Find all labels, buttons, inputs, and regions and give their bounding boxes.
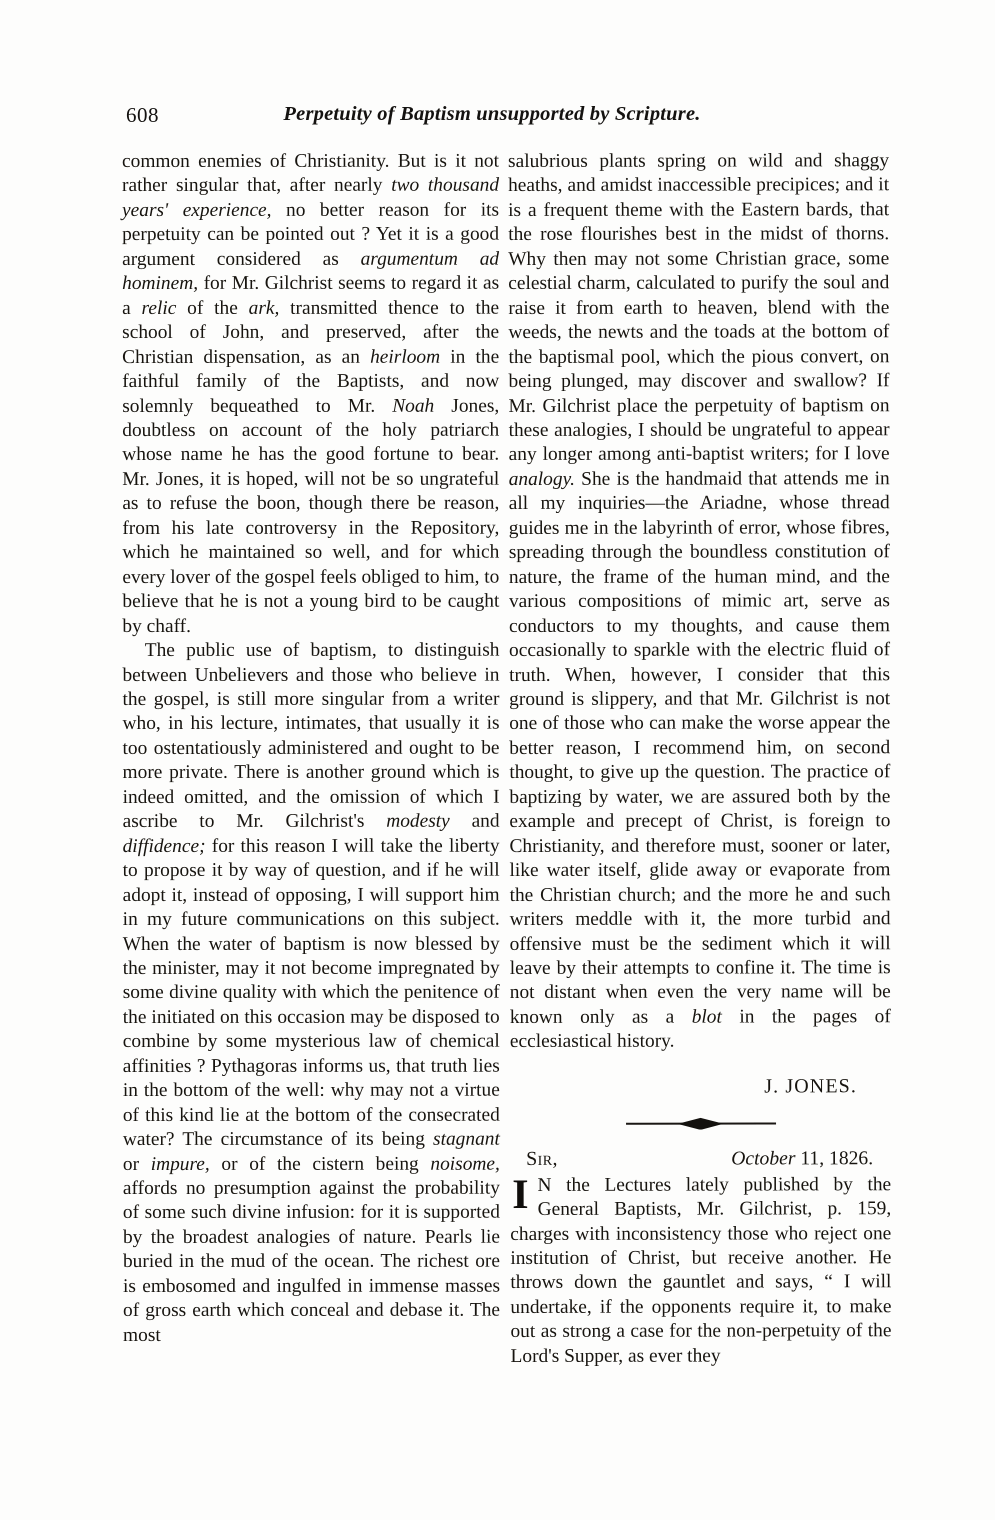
letter-date xyxy=(731,1147,891,1172)
letter-salutation: Sir, xyxy=(526,1148,558,1171)
ornament-divider xyxy=(626,1117,776,1131)
drop-cap-initial: I xyxy=(512,1171,529,1218)
ornament-diamond xyxy=(678,1118,724,1130)
paragraph: The public use of baptism, to distinguish between Unbelievers and those who believe in the gospel, is still more singular from a writer who, in his lecture, intimates, that usually it is too ostentatiously administered and ought to be more private. There is another ground which is indeed omitted, and the omission of which I ascribe to Mr. Gilchrist's modesty and diffidence; for this reason I will take the liberty to propose it by way of question, and if he will adopt it, instead of opposing, I will support him in my future communications on this subject. When the water of baptism is now blessed by the minister, may it not become impregnated by some divine quality with which the penitence of the initiated on this occasion may be disposed to combine by some mysterious law of chemical affinities ? Pythagoras informs us, that truth lies in the bottom of the well: why may not a virtue of this kind lie at the bottom of the consecrated water? The circumstance of its being stagnant or impure, or of the cistern being noisome, affords no presumption against the probability of some such divine infusion: for it is supported by the broadest analogies of nature. Pearls lie buried in the mud of the ocean. The richest ore is embosomed and ingulfed in immense masses of gross earth which conceal and debase it. The most xyxy=(122,639,501,1346)
letter-date-month: October xyxy=(731,1148,796,1170)
running-title: Perpetuity of Baptism unsupported by Scripture. xyxy=(283,103,701,125)
page-number: 608 xyxy=(126,103,159,127)
article-signature: J. JONES. xyxy=(764,1075,857,1098)
letter-body xyxy=(510,1173,891,1369)
paragraph: common enemies of Christianity. But is it not rather singular that, after nearly two thousand years' experience, no better reason for its perpetuity can be pointed out ? Yet it is a good argument considered as argumentum ad hominem, for Mr. Gilchrist seems to regard it as a relic of the ark, transmitted thence to the school of John, and preserved, after the Christian dispensation, as an heirloom in the faithful family of the Baptists, and now solemnly bequeathed to Mr. Noah Jones, doubtless on account of the holy patriarch whose name he has the good fortune to bear. Mr. Jones, it is hoped, will not be so ungrateful as to refuse the boon, though there be reason, from his late controversy in the Repository, which he maintained so well, and for which every lover of the gospel feels obliged to him, to believe that he is not a young bird to be caught by chaff. xyxy=(122,150,500,637)
paragraph: salubrious plants spring on wild and shaggy heaths, and amidst inaccessible precipices; and it is a frequent theme with the Eastern bards, that the rose flourishes best in the midst of thorns. Why then may not some Christian grace, some celestial charm, calculated to purify the soul and raise it from earth to heaven, blend with the weeds, the newts and the toads at the bottom of the baptismal pool, which the pious convert, on being plunged, may discover and swallow? If Mr. Gilchrist place the perpetuity of baptism on these analogies, I should be ungrateful to appear any longer among anti-baptist writers; for I love analogy. She is the handmaid that attends me in all my inquiries—the Ariadne, whose thread guides me in the labyrinth of error, whose fibres, spreading through the boundless constitution of nature, the frame of the human mind, and the various compositions of mimic art, serve as conductors to my thoughts, and cause them occasionally to sparkle with the electric fluid of truth. When, however, I consider that this ground is slippery, and that Mr. Gilchrist is not one of those who can make the worse appear the better reason, I recommend him, on second thought, to give up the question. The practice of baptizing by water, we are assured both by the example and precept of Christ, is foreign to Christianity, and therefore must, sooner or later, like water itself, glide away or evaporate from the Christian church; and the more he and such writers meddle with it, the more turbid and offensive must be the sediment which it will leave by their attempts to confine it. The time is not distant when even the very name will be known only as a blot in the pages of ecclesiastical history. xyxy=(508,150,891,1053)
letter-body-text: N the Lectures lately published by the General Baptists, Mr. Gilchrist, p. 159, charges with inconsistency those who reject one institution of Christ, but receive another. He throws down the gauntlet and says, “ I will undertake, if the opponents require it, to make out as strong a case for the non-perpetuity of the Lord's Supper, as ever they xyxy=(510,1173,892,1367)
left-column xyxy=(122,150,500,1349)
letter-heading xyxy=(510,1146,891,1172)
running-head xyxy=(0,103,995,133)
right-column xyxy=(508,149,892,1369)
letter-date-rest: 11, 1826. xyxy=(795,1148,874,1170)
